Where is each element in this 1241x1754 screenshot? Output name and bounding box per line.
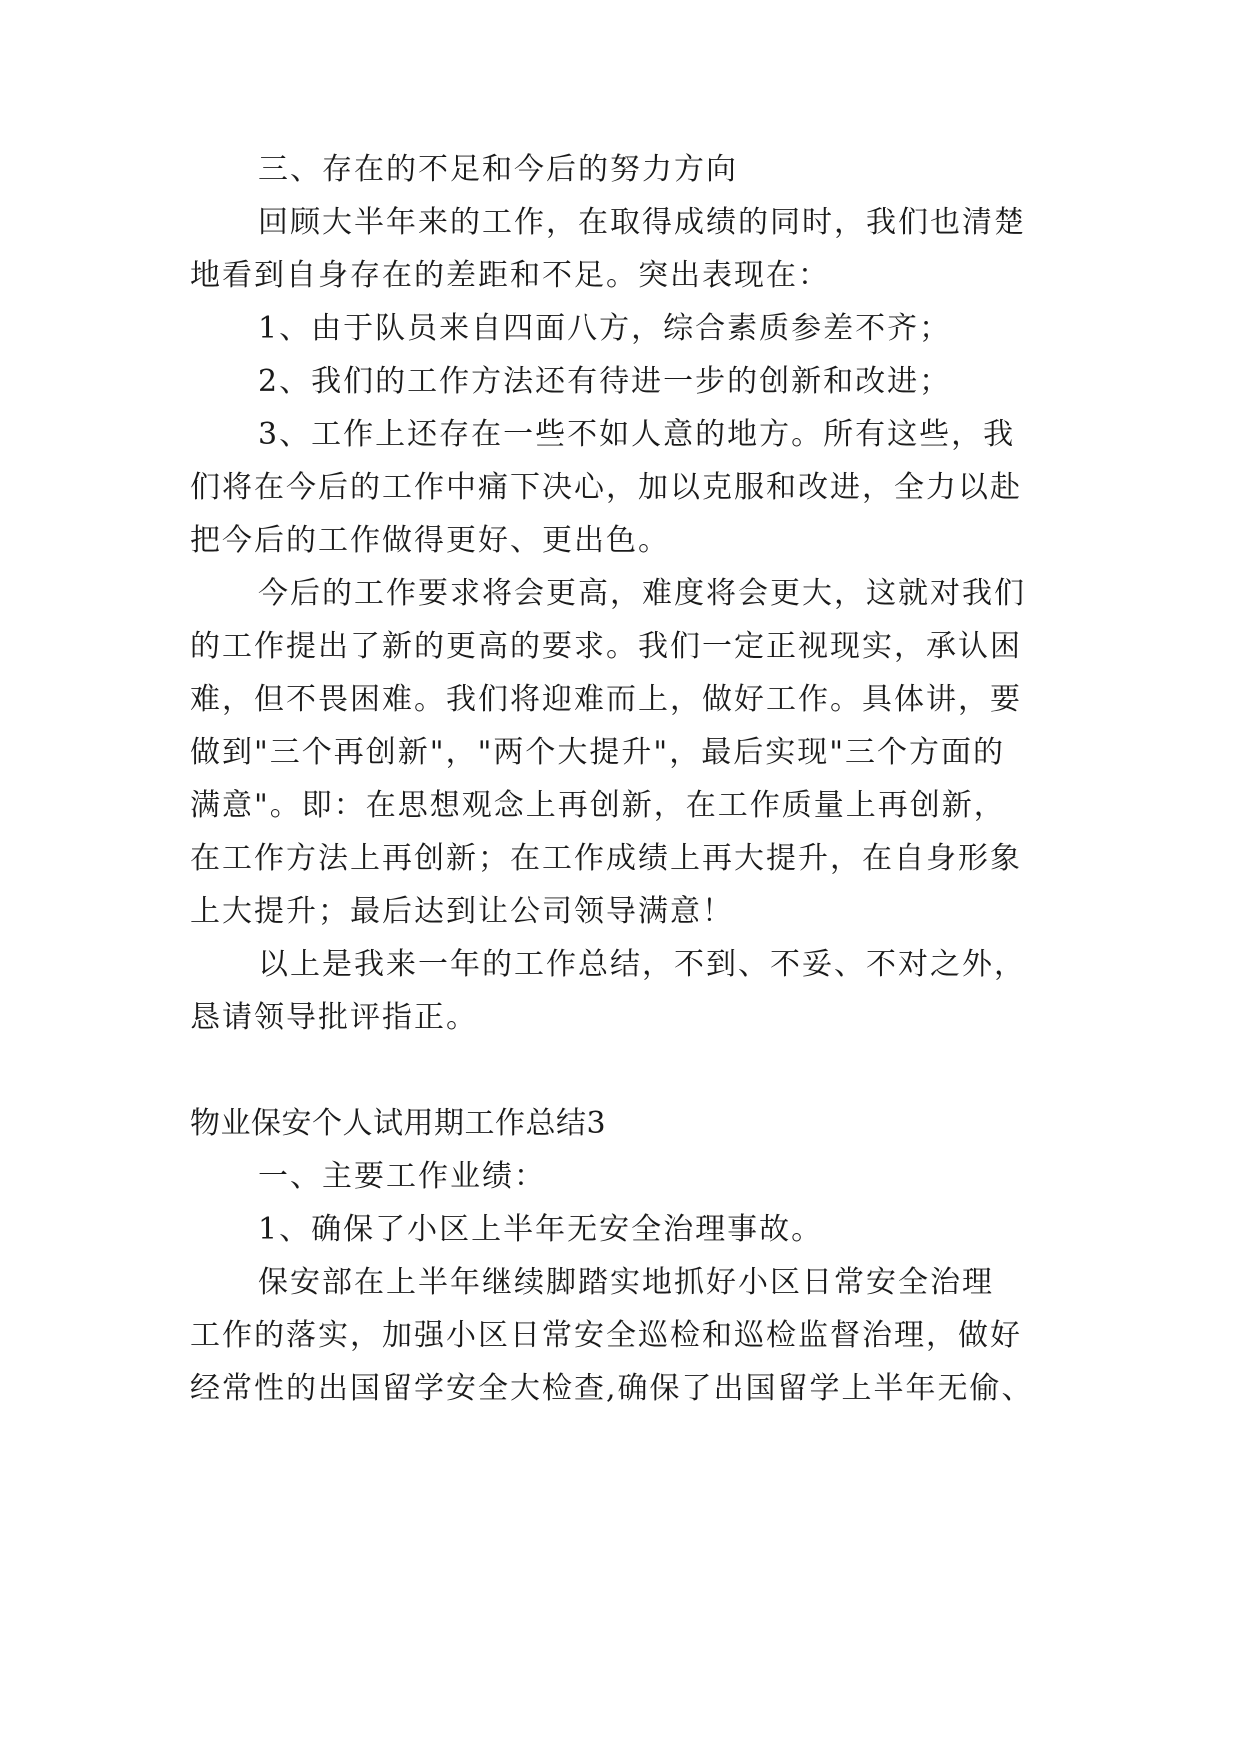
- paragraph-line: 满意"。即：在思想观念上再创新，在工作质量上再创新，: [190, 788, 1006, 823]
- list-item: 2、我们的工作方法还有待进一步的创新和改进；: [258, 364, 952, 399]
- list-item: 1、由于队员来自四面八方，综合素质参差不齐；: [258, 311, 952, 346]
- paragraph-line: 回顾大半年来的工作，在取得成绩的同时，我们也清楚: [258, 205, 1026, 240]
- paragraph-line: 地看到自身存在的差距和不足。突出表现在：: [190, 258, 830, 293]
- document-title: 物业保安个人试用期工作总结3: [190, 1106, 607, 1141]
- paragraph-line: 保安部在上半年继续脚踏实地抓好小区日常安全治理: [258, 1265, 994, 1300]
- paragraph-line: 把今后的工作做得更好、更出色。: [190, 523, 670, 558]
- paragraph-line: 今后的工作要求将会更高，难度将会更大，这就对我们: [258, 576, 1026, 611]
- section-heading: 一、主要工作业绩：: [258, 1159, 546, 1194]
- paragraph-line: 工作的落实，加强小区日常安全巡检和巡检监督治理，做好: [190, 1318, 1022, 1353]
- paragraph-line: 们将在今后的工作中痛下决心，加以克服和改进，全力以赴: [190, 470, 1022, 505]
- section-heading: 三、存在的不足和今后的努力方向: [258, 152, 738, 187]
- paragraph-line: 恳请领导批评指正。: [190, 1000, 478, 1035]
- paragraph-line: 经常性的出国留学安全大检查,确保了出国留学上半年无偷、: [190, 1371, 1034, 1406]
- paragraph-line: 在工作方法上再创新；在工作成绩上再大提升，在自身形象: [190, 841, 1022, 876]
- paragraph-line: 的工作提出了新的更高的要求。我们一定正视现实，承认困: [190, 629, 1022, 664]
- paragraph-line: 做到"三个再创新"，"两个大提升"，最后实现"三个方面的: [190, 735, 1005, 770]
- list-item: 1、确保了小区上半年无安全治理事故。: [258, 1212, 824, 1247]
- paragraph-line: 以上是我来一年的工作总结，不到、不妥、不对之外，: [258, 947, 1026, 982]
- paragraph-line: 上大提升；最后达到让公司领导满意！: [190, 894, 734, 929]
- list-item: 3、工作上还存在一些不如人意的地方。所有这些，我: [258, 417, 1016, 452]
- paragraph-line: 难，但不畏困难。我们将迎难而上，做好工作。具体讲，要: [190, 682, 1022, 717]
